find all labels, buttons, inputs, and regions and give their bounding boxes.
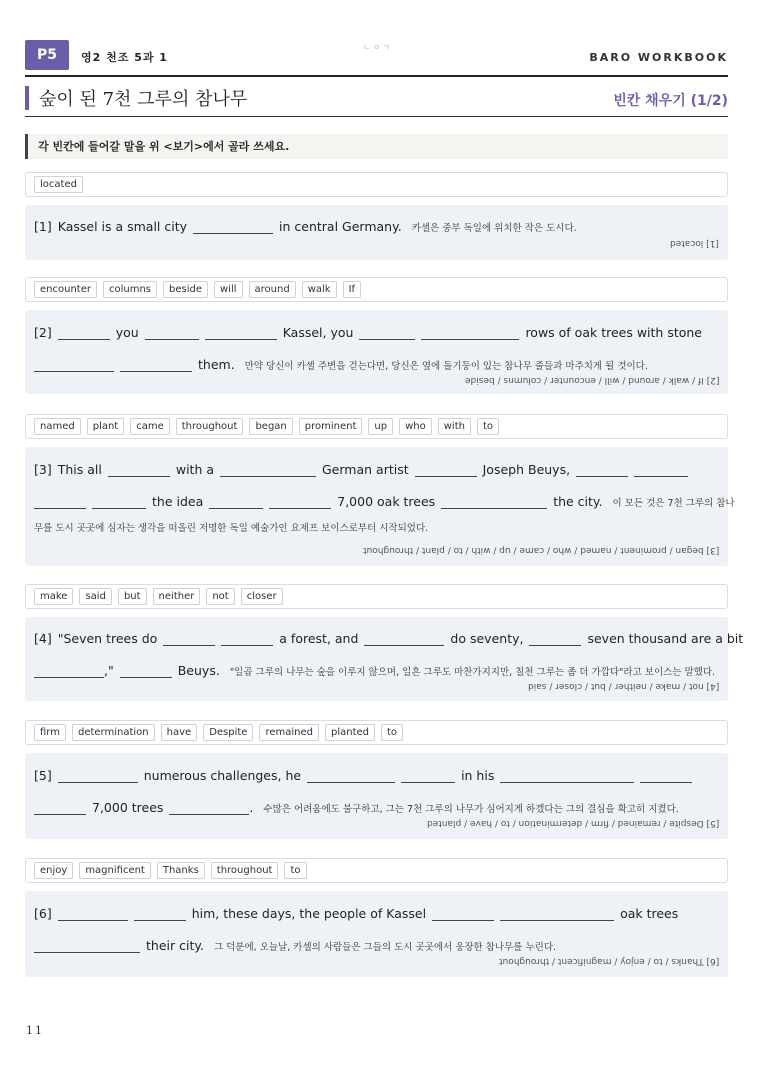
question-box: [25, 205, 728, 260]
sentence-text: you: [115, 325, 139, 340]
page-title: 숲이 된 7천 그루의 참나무: [39, 89, 248, 110]
center-mark: ㄴㅇㄱ: [363, 43, 393, 52]
word-chip: to: [381, 724, 403, 741]
sentence-text: them.: [198, 357, 235, 372]
answer-blank[interactable]: [441, 495, 547, 509]
question-line: [34, 656, 715, 678]
sentence-text: numerous challenges, he: [143, 768, 302, 783]
word-chip: throughout: [176, 418, 244, 435]
word-bank: [25, 277, 728, 302]
word-chip: closer: [241, 588, 283, 605]
sentence-text: in his: [461, 768, 495, 783]
answer-blank[interactable]: [576, 463, 628, 477]
brand-label: BARO WORKBOOK: [589, 51, 728, 64]
answer-blank[interactable]: [120, 664, 172, 678]
word-chip: prominent: [299, 418, 363, 435]
question-box: [25, 753, 728, 839]
upside-down-answer-key: [6] Thanks / to / enjoy / magnificent / throughout: [498, 956, 719, 966]
word-bank: [25, 172, 728, 197]
section-title: 빈칸 채우기 (1/2): [613, 93, 728, 109]
answer-blank[interactable]: [220, 463, 316, 477]
sentence-text: Kassel is a small city: [57, 219, 188, 234]
question-box: [25, 617, 744, 701]
word-chip: came: [130, 418, 170, 435]
word-chip: with: [438, 418, 471, 435]
question-line: [34, 761, 698, 783]
answer-blank[interactable]: [163, 632, 215, 646]
sentence-text: in central Germany.: [279, 219, 402, 234]
question-box: [25, 310, 728, 394]
answer-blank[interactable]: [421, 326, 519, 340]
answer-blank[interactable]: [34, 801, 86, 815]
answer-blank[interactable]: [58, 907, 128, 921]
word-bank: [25, 720, 728, 745]
question-line: [34, 793, 679, 815]
word-chip: located: [34, 176, 83, 193]
sentence-text: ,": [104, 663, 114, 678]
word-chip: magnificent: [79, 862, 151, 879]
word-chip: plant: [87, 418, 125, 435]
sentence-text: oak trees: [620, 906, 679, 921]
sentence-text: Joseph Beuys,: [482, 462, 571, 477]
answer-blank[interactable]: [500, 769, 634, 783]
answer-blank[interactable]: [169, 801, 249, 815]
word-chip: beside: [163, 281, 208, 298]
answer-blank[interactable]: [145, 326, 199, 340]
sentence-text: the idea: [152, 494, 204, 509]
word-chip: Thanks: [157, 862, 205, 879]
word-chip: If: [343, 281, 361, 298]
question-line: [34, 899, 684, 921]
question-box: [25, 447, 735, 566]
question-number: [2]: [34, 325, 52, 340]
sentence-text: him, these days, the people of Kassel: [191, 906, 427, 921]
word-chip: walk: [302, 281, 337, 298]
header-rule: [25, 75, 728, 77]
question-line: [34, 931, 556, 953]
question-line: [34, 212, 577, 234]
answer-blank[interactable]: [209, 495, 263, 509]
sentence-text: the city.: [553, 494, 603, 509]
question-line: [34, 318, 708, 340]
sentence-text: Beuys.: [177, 663, 220, 678]
title-accent-bar: [25, 86, 29, 110]
word-chip: around: [249, 281, 296, 298]
question-number: [1]: [34, 219, 52, 234]
word-chip: columns: [103, 281, 157, 298]
word-chip: said: [79, 588, 111, 605]
sentence-text: rows of oak trees with stone: [525, 325, 702, 340]
word-chip: encounter: [34, 281, 97, 298]
korean-translation: 카셀은 중부 독일에 위치한 작은 도시다.: [411, 223, 577, 234]
sentence-text: .: [249, 800, 254, 815]
page-badge: P5: [25, 40, 69, 70]
answer-blank[interactable]: [108, 463, 170, 477]
answer-blank[interactable]: [134, 907, 186, 921]
korean-translation: "일곱 그루의 나무는 숲을 이루지 않으며, 일흔 그루도 마찬가지지만, 칠천 그루는 좀 더 가깝다"라고 보이스는 말했다.: [229, 667, 716, 678]
word-chip: named: [34, 418, 81, 435]
upside-down-answer-key: [2] If / walk / around / will / encounter / columns / beside: [464, 375, 719, 385]
question-number: [4]: [34, 631, 52, 646]
answer-blank[interactable]: [92, 495, 146, 509]
answer-blank[interactable]: [307, 769, 395, 783]
answer-blank[interactable]: [34, 358, 114, 372]
word-chip: but: [118, 588, 147, 605]
answer-blank[interactable]: [58, 769, 138, 783]
word-chip: Despite: [203, 724, 253, 741]
sentence-text: 7,000 trees: [92, 800, 164, 815]
word-chip: planted: [325, 724, 375, 741]
korean-translation: 만약 당신이 카셀 주변을 걷는다면, 당신은 옆에 돌기둥이 있는 참나무 줄들과 마주치게 될 것이다.: [244, 361, 648, 372]
answer-blank[interactable]: [34, 939, 140, 953]
answer-blank[interactable]: [205, 326, 277, 340]
word-chip: remained: [259, 724, 319, 741]
answer-blank[interactable]: [401, 769, 455, 783]
sentence-text: German artist: [322, 462, 409, 477]
word-chip: began: [249, 418, 292, 435]
word-chip: not: [206, 588, 234, 605]
answer-blank[interactable]: [500, 907, 614, 921]
page-number: 11: [26, 1024, 44, 1037]
upside-down-answer-key: [5] Despite / remained / firm / determination / to / have / planted: [426, 818, 719, 828]
word-chip: make: [34, 588, 73, 605]
word-chip: throughout: [211, 862, 279, 879]
sentence-text: seven thousand are a bit: [587, 631, 744, 646]
lesson-label: 영2 천조 5과 1: [81, 51, 168, 64]
word-chip: will: [214, 281, 243, 298]
word-chip: determination: [72, 724, 155, 741]
question-number: [6]: [34, 906, 52, 921]
answer-blank[interactable]: [221, 632, 273, 646]
sentence-text: their city.: [146, 938, 204, 953]
korean-translation: 무를 도시 곳곳에 심자는 생각을 떠올린 저명한 독일 예술가인 요제프 보이스로부터 시작되었다.: [34, 523, 429, 534]
answer-blank[interactable]: [120, 358, 192, 372]
word-bank: [25, 414, 728, 439]
answer-blank[interactable]: [359, 326, 415, 340]
title-row: [25, 84, 728, 114]
sentence-text: do seventy,: [450, 631, 524, 646]
word-chip: to: [477, 418, 499, 435]
sentence-text: with a: [175, 462, 214, 477]
answer-blank[interactable]: [529, 632, 581, 646]
answer-blank[interactable]: [432, 907, 494, 921]
korean-translation: 수많은 어려움에도 불구하고, 그는 7천 그루의 나무가 심어지게 하겠다는 그의 결심을 확고히 지켰다.: [263, 804, 679, 815]
title-rule: [25, 116, 728, 117]
sentence-text: Kassel, you: [282, 325, 354, 340]
question-box: [25, 891, 728, 977]
sentence-text: This all: [57, 462, 102, 477]
question-number: [5]: [34, 768, 52, 783]
word-chip: up: [368, 418, 393, 435]
answer-blank[interactable]: [634, 463, 688, 477]
question-line: [34, 487, 735, 509]
question-line: [34, 350, 648, 372]
word-chip: have: [161, 724, 198, 741]
instruction-box: 각 빈칸에 들어갈 말을 위 <보기>에서 골라 쓰세요.: [25, 134, 728, 159]
upside-down-answer-key: [1] located: [670, 238, 719, 248]
word-chip: neither: [153, 588, 201, 605]
sentence-text: 7,000 oak trees: [337, 494, 436, 509]
question-line: [34, 624, 749, 646]
upside-down-answer-key: [4] not / make / neither / but / closer / said: [527, 681, 719, 691]
page-header: [25, 40, 728, 72]
word-bank: [25, 858, 728, 883]
answer-blank[interactable]: [193, 220, 273, 234]
answer-blank[interactable]: [58, 326, 110, 340]
word-bank: [25, 584, 728, 609]
korean-translation: 이 모든 것은 7천 그루의 참나: [612, 498, 735, 509]
sentence-text: "Seven trees do: [57, 631, 158, 646]
answer-blank[interactable]: [269, 495, 331, 509]
word-chip: enjoy: [34, 862, 73, 879]
word-chip: who: [399, 418, 432, 435]
word-chip: to: [284, 862, 306, 879]
upside-down-answer-key: [3] began / prominent / named / who / came / up / with / to / plant / throughout: [362, 545, 719, 555]
korean-translation: 그 덕분에, 오늘날, 카셀의 사람들은 그들의 도시 곳곳에서 웅장한 참나무를 누린다.: [213, 942, 557, 953]
answer-blank[interactable]: [34, 664, 104, 678]
word-chip: firm: [34, 724, 66, 741]
question-number: [3]: [34, 462, 52, 477]
answer-blank[interactable]: [640, 769, 692, 783]
question-line: [34, 455, 694, 477]
answer-blank[interactable]: [364, 632, 444, 646]
answer-blank[interactable]: [34, 495, 86, 509]
sentence-text: a forest, and: [279, 631, 359, 646]
answer-blank[interactable]: [415, 463, 477, 477]
